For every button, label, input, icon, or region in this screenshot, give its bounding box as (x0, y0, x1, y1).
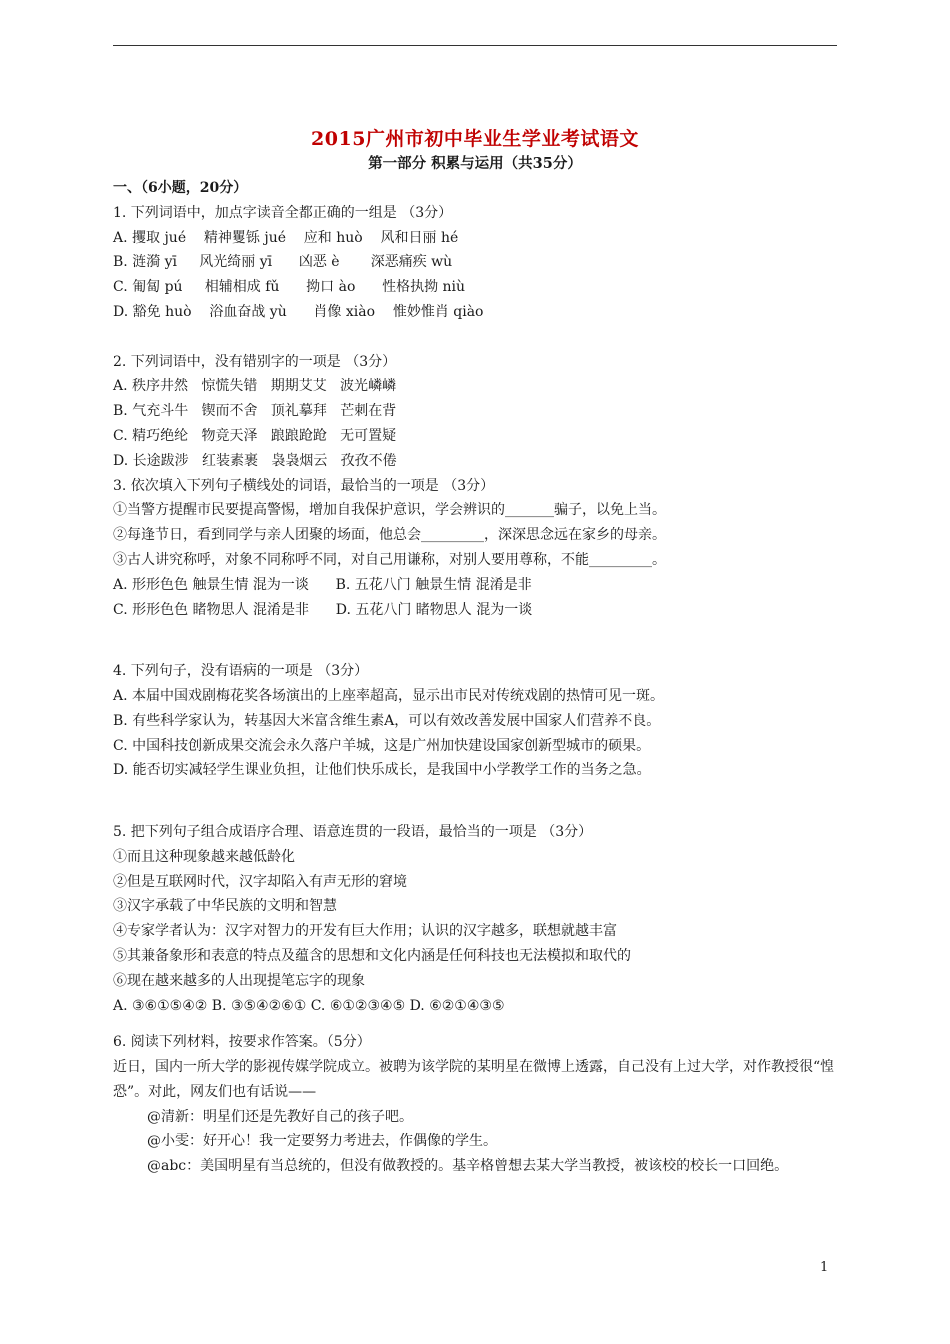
q4-option-d: D. 能否切实减轻学生课业负担，让他们快乐成长，是我国中小学教学工作的当务之急。 (113, 762, 651, 779)
q5-sentence-5: ⑤其兼备象形和表意的特点及蕴含的思想和文化内涵是任何科技也无法模拟和取代的 (113, 947, 631, 964)
q2-option-d: D. 长途跋涉 红装素裹 袅袅烟云 孜孜不倦 (113, 452, 397, 469)
q3-stem: 3. 依次填入下列句子横线处的词语，最恰当的一项是 （3分） (113, 477, 495, 494)
q1-option-b: B. 涟漪 yī 风光绮丽 yī 凶恶 è 深恶痛疾 wù (113, 254, 453, 271)
q6-intro: 近日，国内一所大学的影视传媒学院成立。被聘为该学院的某明星在微博上透露，自己没有上过大学，对作教授很“惶恐”。对此，网友们也有话说—— (113, 1059, 835, 1100)
header-rule (113, 45, 837, 46)
q3-options-ab: A. 形形色色 触景生情 混为一谈 B. 五花八门 触景生情 混淆是非 (113, 576, 532, 593)
q1-option-d: D. 豁免 huò 浴血奋战 yù 肖像 xiào 惟妙惟肖 qiào (113, 303, 484, 320)
section-heading: 一、（6小题，20分） (113, 180, 248, 196)
q3-options-cd: C. 形形色色 睹物思人 混淆是非 D. 五花八门 睹物思人 混为一谈 (113, 601, 533, 618)
q5-sentence-2: ②但是互联网时代，汉字却陷入有声无形的窘境 (113, 873, 407, 890)
page-number: 1 (820, 1260, 829, 1275)
q4-option-a: A. 本届中国戏剧梅花奖各场演出的上座率超高，显示出市民对传统戏剧的热情可见一斑。 (113, 687, 665, 704)
q5-sentence-6: ⑥现在越来越多的人出现提笔忘字的现象 (113, 972, 365, 989)
exam-subtitle: 第一部分 积累与运用（共35分） (368, 155, 582, 172)
q6-comment-2: @小雯：好开心！我一定要努力考进去，作偶像的学生。 (147, 1133, 497, 1150)
q4-option-c: C. 中国科技创新成果交流会永久落户羊城，这是广州加快建设国家创新型城市的硕果。 (113, 737, 651, 754)
q1-option-a: A. 攫取 jué 精神矍铄 jué 应和 huò 风和日丽 hé (113, 229, 459, 246)
q2-option-a: A. 秩序井然 惊慌失错 期期艾艾 波光嶙嶙 (113, 378, 397, 395)
q5-stem: 5. 把下列句子组合成语序合理、语意连贯的一段语，最恰当的一项是 （3分） (113, 823, 593, 840)
exam-content (113, 176, 837, 1179)
q6-stem: 6. 阅读下列材料，按要求作答案。（5分） (113, 1034, 371, 1051)
q5-sentence-1: ①而且这种现象越来越低龄化 (113, 848, 295, 865)
q5-sentence-3: ③汉字承载了中华民族的文明和智慧 (113, 898, 337, 915)
q5-options: A. ③⑥①⑤④② B. ③⑤④②⑥① C. ⑥①②③④⑤ D. ⑥②①④③⑤ (113, 997, 505, 1014)
q5-sentence-4: ④专家学者认为：汉字对智力的开发有巨大作用；认识的汉字越多，联想就越丰富 (113, 923, 617, 940)
q6-comment-3: @abc：美国明星有当总统的，但没有做教授的。基辛格曾想去某大学当教授，被该校的校长一口回绝。 (147, 1158, 789, 1175)
exam-title: 2015广州市初中毕业生学业考试语文 (311, 128, 639, 150)
q1-stem: 1. 下列词语中，加点字读音全都正确的一组是 （3分） (113, 204, 453, 221)
q3-sentence-1: ①当警方提醒市民要提高警惕，增加自我保护意识，学会辨识的_______骗子，以免上当。 (113, 502, 666, 519)
q6-comment-1: @清新：明星们还是先教好自己的孩子吧。 (147, 1108, 413, 1125)
q4-option-b: B. 有些科学家认为，转基因大米富含维生素A，可以有效改善发展中国家人们营养不良。 (113, 712, 661, 729)
q3-sentence-3: ③古人讲究称呼，对象不同称呼不同，对自己用谦称，对别人要用尊称，不能_________。 (113, 551, 666, 568)
q2-option-c: C. 精巧绝纶 物竞天泽 踉踉跄跄 无可置疑 (113, 427, 397, 444)
q3-sentence-2: ②每逢节日，看到同学与亲人团聚的场面，他总会_________，深深思念远在家乡的母亲。 (113, 527, 666, 544)
q4-stem: 4. 下列句子，没有语病的一项是 （3分） (113, 663, 369, 680)
q1-option-c: C. 匍匐 pú 相辅相成 fǔ 拗口 ào 性格执拗 niù (113, 279, 466, 296)
q2-stem: 2. 下列词语中，没有错别字的一项是 （3分） (113, 353, 397, 370)
q2-option-b: B. 气充斗牛 锲而不舍 顶礼摹拜 芒刺在背 (113, 403, 397, 420)
